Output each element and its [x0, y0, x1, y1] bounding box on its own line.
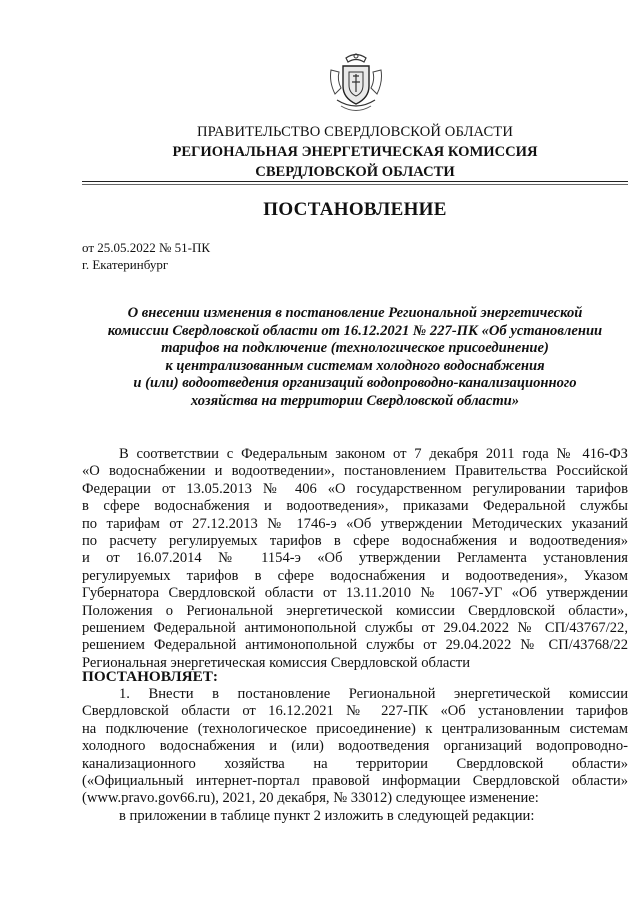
preamble-line: по тарифам от 27.12.2013 № 1746-э «Об утверждении Методических указаний [82, 515, 628, 532]
item-line: холодного водоснабжения и (или) водоотведения организаций водопроводно- [82, 738, 628, 755]
item-line: канализационного хозяйства на территории Свердловской области» [82, 755, 628, 772]
document-date-number: от 25.05.2022 № 51-ПК [82, 240, 211, 255]
item-line: (www.pravo.gov66.ru), 2021, 20 декабря, № 33012) следующее изменение: [82, 790, 539, 807]
coat-of-arms-emblem [327, 52, 385, 116]
subject-line: к централизованным системам холодного водоснабжения [165, 357, 545, 374]
subject-line: тарифов на подключение (технологическое присоединение) [161, 340, 549, 357]
preamble-line: решением Федеральной антимонопольной службы от 29.04.2022 № СП/43768/22 [82, 637, 628, 654]
item-line: («Официальный интернет-портал правовой информации Свердловской области» [82, 772, 628, 789]
item-line: в приложении в таблице пункт 2 изложить в следующей редакции: [119, 807, 535, 824]
header-divider-thin [82, 184, 628, 185]
document-title: ПОСТАНОВЛЕНИЕ [263, 199, 447, 220]
commission-name-line1: РЕГИОНАЛЬНАЯ ЭНЕРГЕТИЧЕСКАЯ КОМИССИЯ [172, 144, 538, 160]
item-line: на подключение (технологическое присоединение) к централизованным системам [82, 720, 628, 737]
subject-line: и (или) водоотведения организаций водопроводно-канализационного [133, 375, 577, 392]
preamble-line: «О водоснабжении и водоотведении», постановлением Правительства Российской [82, 463, 628, 480]
commission-name-line2: СВЕРДЛОВСКОЙ ОБЛАСТИ [255, 164, 455, 180]
preamble-line: Губернатора Свердловской области от 13.11.2010 № 1067-УГ «Об утверждении [82, 585, 628, 602]
preamble-paragraph [82, 446, 628, 672]
preamble-line: Федерации от 13.05.2013 № 406 «О государственном регулировании тарифов [82, 480, 628, 497]
document-city: г. Екатеринбург [82, 257, 169, 272]
preamble-line: и от 16.07.2014 № 1154-э «Об утверждении Регламента установления [82, 550, 628, 567]
item-line: 1. Внести в постановление Региональной энергетической комиссии [119, 686, 628, 702]
item-line: Свердловской области от 16.12.2021 № 227-ПК «Об установлении тарифов [82, 703, 628, 720]
government-name: ПРАВИТЕЛЬСТВО СВЕРДЛОВСКОЙ ОБЛАСТИ [197, 124, 513, 140]
preamble-line: решением Федеральной антимонопольной службы от 29.04.2022 № СП/43767/22, [82, 619, 628, 636]
resolve-heading: ПОСТАНОВЛЯЕТ: [82, 668, 218, 685]
document-subject [82, 305, 628, 411]
preamble-line: Региональная энергетическая комиссия Свердловской области [82, 654, 471, 671]
subject-line: хозяйства на территории Свердловской области» [190, 392, 520, 409]
subject-line: О внесении изменения в постановление Региональной энергетической [127, 305, 583, 321]
item-1-paragraph [82, 686, 628, 825]
preamble-line: Положения о Региональной энергетической комиссии Свердловской области», [82, 602, 628, 619]
preamble-line: В соответствии с Федеральным законом от 7 декабря 2011 года № 416-ФЗ [119, 446, 628, 462]
preamble-line: регулируемых тарифов в сфере водоснабжения и водоотведения», Указом [82, 567, 628, 584]
subject-line: комиссии Свердловской области от 16.12.2021 № 227-ПК «Об установлении [107, 322, 603, 339]
preamble-line: по расчету регулируемых тарифов в сфере водоснабжения и водоотведения» [82, 532, 628, 549]
header-divider [82, 181, 628, 182]
preamble-line: в сфере водоснабжения и водоотведения», приказами Федеральной службы [82, 498, 628, 515]
